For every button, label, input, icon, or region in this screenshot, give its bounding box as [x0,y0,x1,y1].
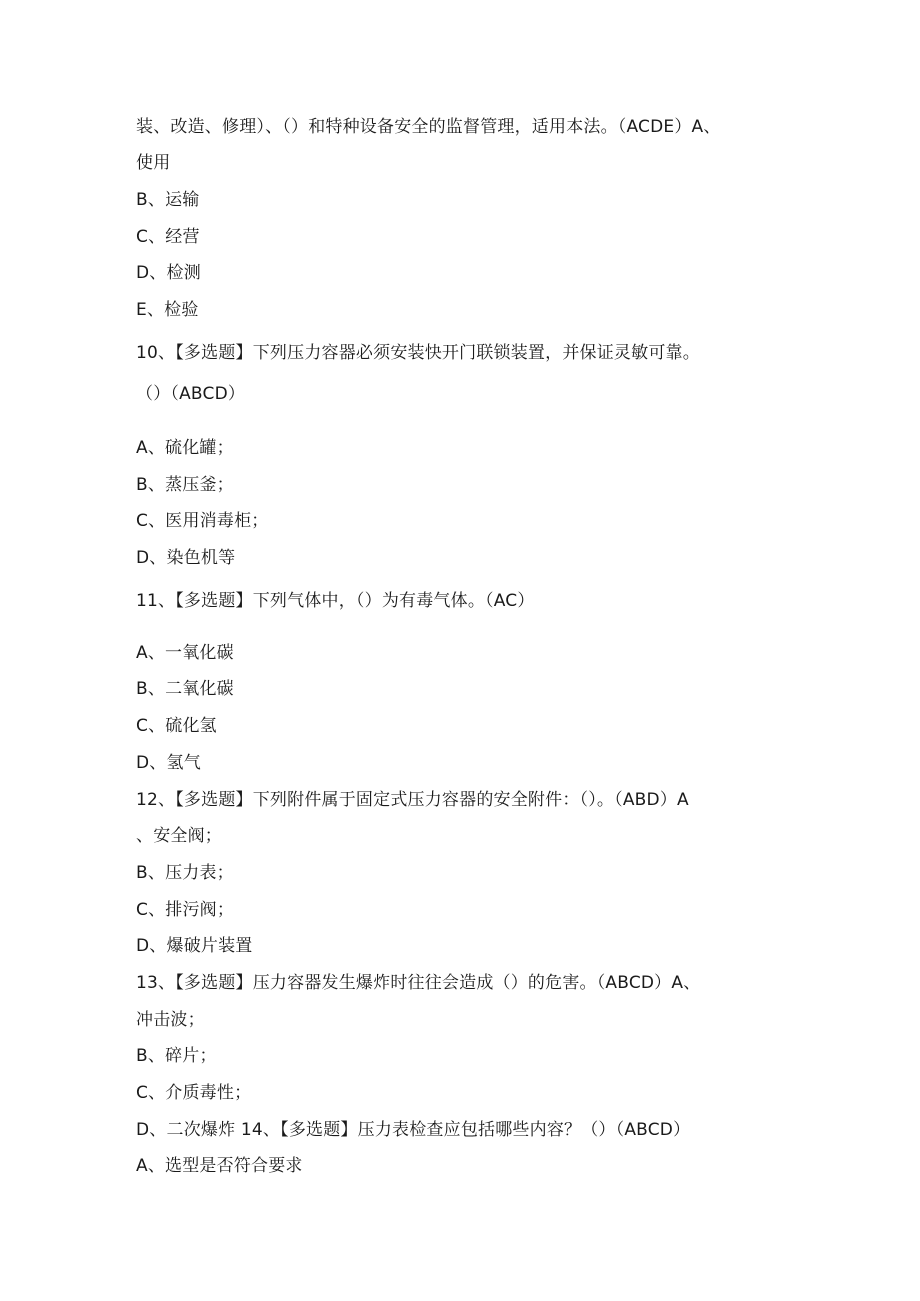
text-line: 装、改造、修理）、（）和特种设备安全的监督管理，适用本法。（ACDE）A、 [136,117,721,137]
option-a: A、一氧化碳 [136,643,234,663]
option-a: A、硫化罐； [136,438,234,458]
option-b: B、压力表； [136,863,234,883]
option-d: D、爆破片装置 [136,936,253,956]
option-b: B、蒸压釜； [136,475,234,495]
question-10: 10、【多选题】下列压力容器必须安装快开门联锁装置，并保证灵敏可靠。 [136,343,700,363]
option-c: C、硫化氢 [136,716,217,736]
option-c: C、排污阀； [136,900,235,920]
text-line: 使用 [136,153,171,173]
option-b: B、运输 [136,190,200,210]
option-d: D、染色机等 [136,548,236,568]
option-d: D、检测 [136,263,201,283]
question-14: D、二次爆炸 14、【多选题】压力表检查应包括哪些内容？（）（ABCD） [136,1120,691,1140]
question-10-answer: （）（ABCD） [136,384,246,404]
option-a: 冲击波； [136,1010,205,1030]
question-12: 12、【多选题】下列附件属于固定式压力容器的安全附件：（）。（ABD）A [136,790,689,810]
option-b: B、二氧化碳 [136,679,234,699]
option-c: C、经营 [136,227,200,247]
question-11: 11、【多选题】下列气体中，（）为有毒气体。（AC） [136,591,535,611]
option-a: 、安全阀； [136,826,222,846]
option-d: D、氢气 [136,753,201,773]
option-a: A、选型是否符合要求 [136,1156,303,1176]
option-c: C、医用消毒柜； [136,511,269,531]
option-e: E、检验 [136,300,199,320]
option-b: B、碎片； [136,1046,217,1066]
question-13: 13、【多选题】压力容器发生爆炸时往往会造成（）的危害。（ABCD）A、 [136,973,701,993]
option-c: C、介质毒性； [136,1083,252,1103]
